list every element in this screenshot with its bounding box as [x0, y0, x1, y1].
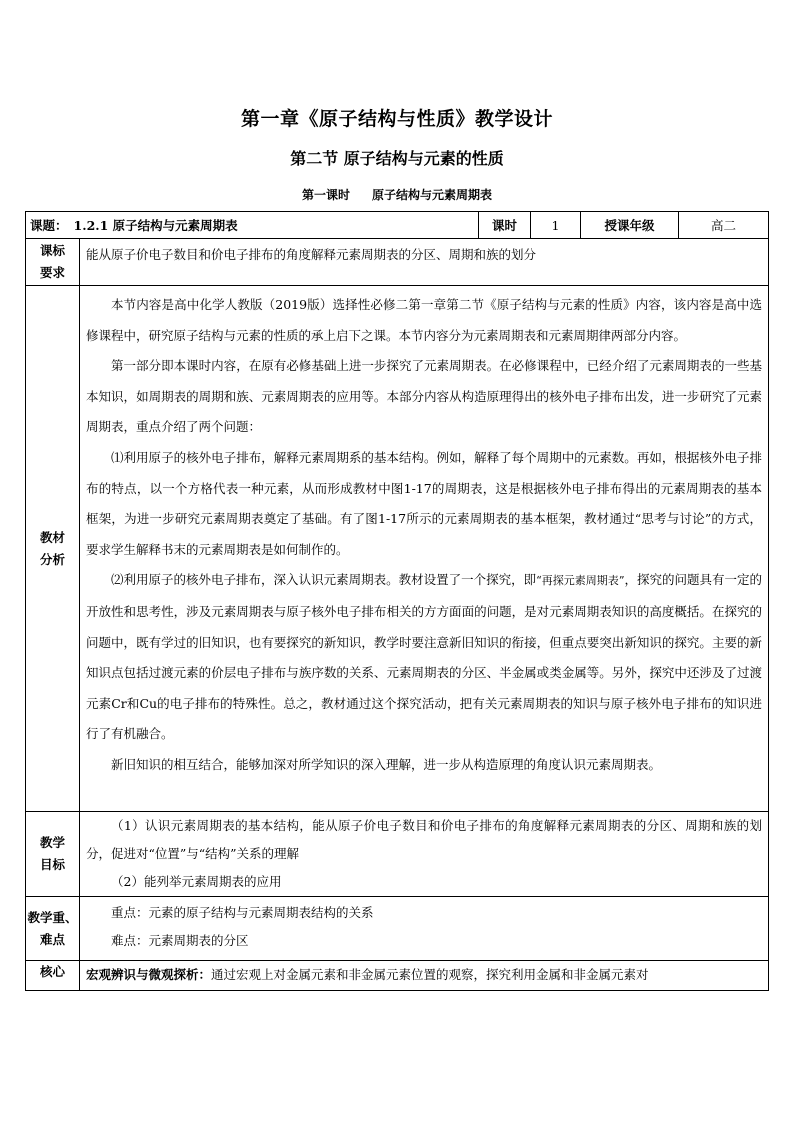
header-row [26, 212, 769, 239]
topic-key: 课题： [30, 218, 68, 233]
objectives-row [26, 812, 769, 897]
core-key: 宏观辨识与微观探析： [86, 967, 212, 982]
analysis-paragraph: ⑵利用原子的核外电子排布，深入认识元素周期表。教材设置了一个探究，即“再探元素周期表”，探究的问题具有一定的开放性和思考性，涉及元素周期表与原子核外电子排布相关的方方面面的问题，是对元素周期表知识的高度概括。在探究的问题中，既有学过的旧知识，也有要探究的新知识，教学时要注意新旧知识的衔接，但重点要突出新知识的探究。主要的新知识点包括过渡元素的价层电子排布与族序数的关系、元素周期表的分区、半金属或类金属等。另外，探究中还涉及了过渡元素Cr和Cu的电子排布的特殊性。总之，教材通过这个探究活动，把有关元素周期表的知识与原子核外电子排布的知识进行了有机融合。 [86, 572, 763, 742]
objective-item: （1）认识元素周期表的基本结构，能从原子价电子数目和价电子排布的角度解释元素周期表的分区、周期和族的划分，促进对“位置”与“结构”关系的理解 [86, 818, 763, 861]
core-label: 核心 [26, 961, 80, 991]
keypoints-row [26, 897, 769, 961]
grade-value: 高二 [679, 212, 769, 239]
focus-text: 重点：元素的原子结构与元素周期表结构的关系 [111, 905, 374, 920]
inquiry-title: “再探元素周期表” [536, 574, 625, 588]
analysis-row [26, 286, 769, 812]
lesson-heading [0, 186, 794, 203]
hours-value: 1 [531, 212, 581, 239]
grade-key: 授课年级 [581, 212, 679, 239]
core-text [80, 961, 769, 991]
standards-row [26, 239, 769, 286]
document-title: 第一章《原子结构与性质》教学设计 [240, 108, 553, 130]
analysis-paragraph: ⑴利用原子的核外电子排布，解释元素周期系的基本结构。例如，解释了每个周期中的元素数。再如，根据核外电子排布的特点，以一个方格代表一种元素，从而形成教材中图1-17的周期表，这是根据核外电子排布得出的元素周期表的基本框架，为进一步研究元素周期表奠定了基础。有了图1-17所示的元素周期表的基本框架，教材通过“思考与讨论”的方式，要求学生解释书末的元素周期表是如何制作的。 [86, 449, 763, 557]
analysis-paragraph: 本节内容是高中化学人教版（2019版）选择性必修二第一章第二节《原子结构与元素的性质》内容，该内容是高中选修课程中，研究原子结构与元素的性质的承上启下之课。本节内容分为元素周期表和元素周期律两部分内容。 [86, 297, 763, 343]
keypoints-text [80, 897, 769, 961]
objectives-text [80, 812, 769, 897]
standards-label: 课标 要求 [26, 239, 80, 286]
analysis-text [80, 286, 769, 812]
lesson-label: 第一课时 [301, 188, 350, 202]
difficulty-text: 难点：元素周期表的分区 [111, 933, 249, 948]
analysis-label: 教材 分析 [26, 286, 80, 812]
standards-text: 能从原子价电子数目和价电子排布的角度解释元素周期表的分区、周期和族的划分 [80, 239, 769, 286]
lesson-plan-table [25, 211, 769, 991]
objective-item: （2）能列举元素周期表的应用 [111, 874, 282, 889]
core-value: 通过宏观上对金属元素和非金属元素位置的观察，探究利用金属和非金属元素对 [211, 967, 649, 982]
objectives-label: 教学 目标 [26, 812, 80, 897]
core-row [26, 961, 769, 991]
section-title: 第二节 原子结构与元素的性质 [290, 149, 504, 168]
keypoints-label: 教学重、 难点 [26, 897, 80, 961]
topic-value: 1.2.1 原子结构与元素周期表 [73, 218, 238, 233]
hours-key: 课时 [479, 212, 531, 239]
topic-cell [26, 212, 479, 239]
analysis-paragraph: 第一部分即本课时内容，在原有必修基础上进一步探究了元素周期表。在必修课程中，已经介绍了元素周期表的一些基本知识，如周期表的周期和族、元素周期表的应用等。本部分内容从构造原理得出的核外电子排布出发，进一步研究了元素周期表，重点介绍了两个问题： [86, 358, 763, 435]
lesson-title: 原子结构与元素周期表 [372, 188, 493, 202]
analysis-paragraph: 新旧知识的相互结合，能够加深对所学知识的深入理解，进一步从构造原理的角度认识元素周期表。 [111, 756, 662, 772]
